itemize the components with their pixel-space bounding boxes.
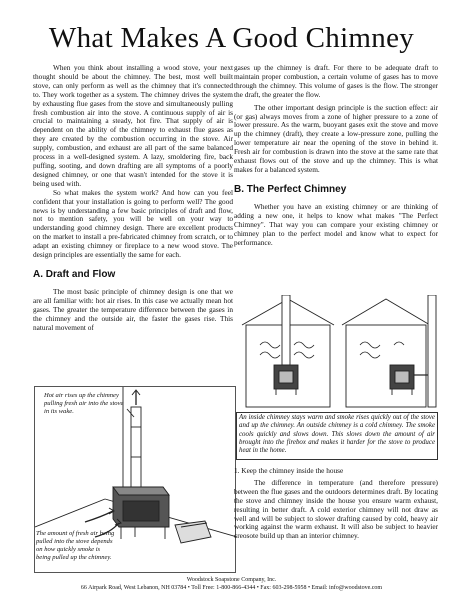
left-column — [33, 64, 233, 332]
figure-caption-top: Hot air rises up the chimney pulling fresh air into the stove in its wake. — [44, 392, 124, 415]
footer-company: Woodstock Soapstone Company, Inc. — [186, 577, 277, 583]
inside-outside-chimney-illustration — [236, 295, 439, 411]
intro-paragraph: When you think about installing a wood stove, your next thought should be about the chimney. The best, most well built stove, can only perform as well as the chimney that it's connected to. They work together as a system. The chimney drives the system by exhausting flue gases from the stove and simultaneously pulling fresh combustion air into the stove. A continuous supply of air is crucial to maintaining a steady, hot fire. That supply of air is dependent on the ability of the chimney to exhaust flue gases as they are created by the combustion occurring in the stove. Air supply, combustion, and exhaust are all part of the same balanced process in a well-designed system. A lazy, smoldering fire, back puffing, sooting, and down drafting are all symptoms of a poorly designed chimney, or one that wasn't intended for the stove it is being used with. — [33, 63, 233, 188]
perfect-chimney-paragraph: Whether you have an existing chimney or are thinking of adding a new one, it helps to know what makes "The Perfect Chimney". That way you can compare your existing chimney or chimney plan to the perfect model and know what to expect for performance. — [234, 201, 438, 247]
chimney-tips-list — [234, 467, 438, 541]
list-item-title: 1. Keep the chimney inside the house — [234, 466, 344, 475]
draft-paragraph: The most basic principle of chimney design is one that we are all familiar with: hot air rises. In this case we actually mean hot gases. The greater the temperature difference between the gases in the chimney and the outside air, the faster the gases rise. This natural movement of — [33, 286, 233, 332]
chimney-comparison-drawing — [236, 295, 439, 411]
heading-draft-and-flow: A. Draft and Flow — [33, 268, 116, 280]
suction-paragraph: The other important design principle is the suction effect: air (or gas) always moves from a zone of higher pressure to a zone of lower pressure. As the warm, buoyant gases exit the stove and move up the chimney (draft), they create a low-pressure zone, pulling the lower temperature air near the opening of the stove in behind it. Fresh air for combustion is drawn into the stove at the same rate that exhaust flows out of the stove and up the chimney. This is what makes for a balanced system. — [234, 102, 438, 174]
right-column — [234, 64, 438, 247]
list-item-text: The difference in temperature (and therefore pressure) between the flue gases and the outdoors determines draft. By locating the stove and chimney inside the house you ensure warm exhaust, resulting in better draft. A cold exterior chimney will not draw as well and will be subject to slower drafting caused by cold, heavy air working against the warm exhaust. It will also be subject to heavier creosote build up than an interior chimney. — [234, 477, 438, 541]
heading-perfect-chimney: B. The Perfect Chimney — [234, 183, 347, 195]
draft-flow-continued-paragraph: gases up the chimney is draft. For there to be adequate draft to maintain proper combustion, a certain volume of gases has to move through the chimney. This volume of gases is the flow. The stronger the draft, the greater the flow. — [234, 63, 438, 99]
chimney-comparison-caption: An inside chimney stays warm and smoke rises quickly out of the stove and up the chimney. An outside chimney is a cold chimney. The smoke cools quickly and slows down. This slows down the amount of air brought into the firebox and makes it harder for the stove to produce heat in the home. — [236, 412, 438, 460]
figure-caption-bottom: The amount of fresh air being pulled into the stove depends on how quickly smoke is being pulled up the chimney. — [36, 530, 115, 561]
footer-address: 66 Airpark Road, West Lebanon, NH 03784 • Toll Free: 1-800-866-4344 • Fax: 603-298-5958 • Email: info@woodstove.com — [80, 585, 383, 591]
page-title: What Makes A Good Chimney — [48, 22, 415, 54]
system-paragraph: So what makes the system work? And how can you feel confident that your installation is going to perform well? The good news is by understanding a few basic principles of draft and flow, not to mention safety, you will be well on your way to understanding good chimney design. There are excellent products on the market to install a pre-fabricated chimney from scratch, or to adapt an existing chimney or fireplace to a new wood stove. The design principles are essentially the same for each. — [33, 187, 233, 260]
